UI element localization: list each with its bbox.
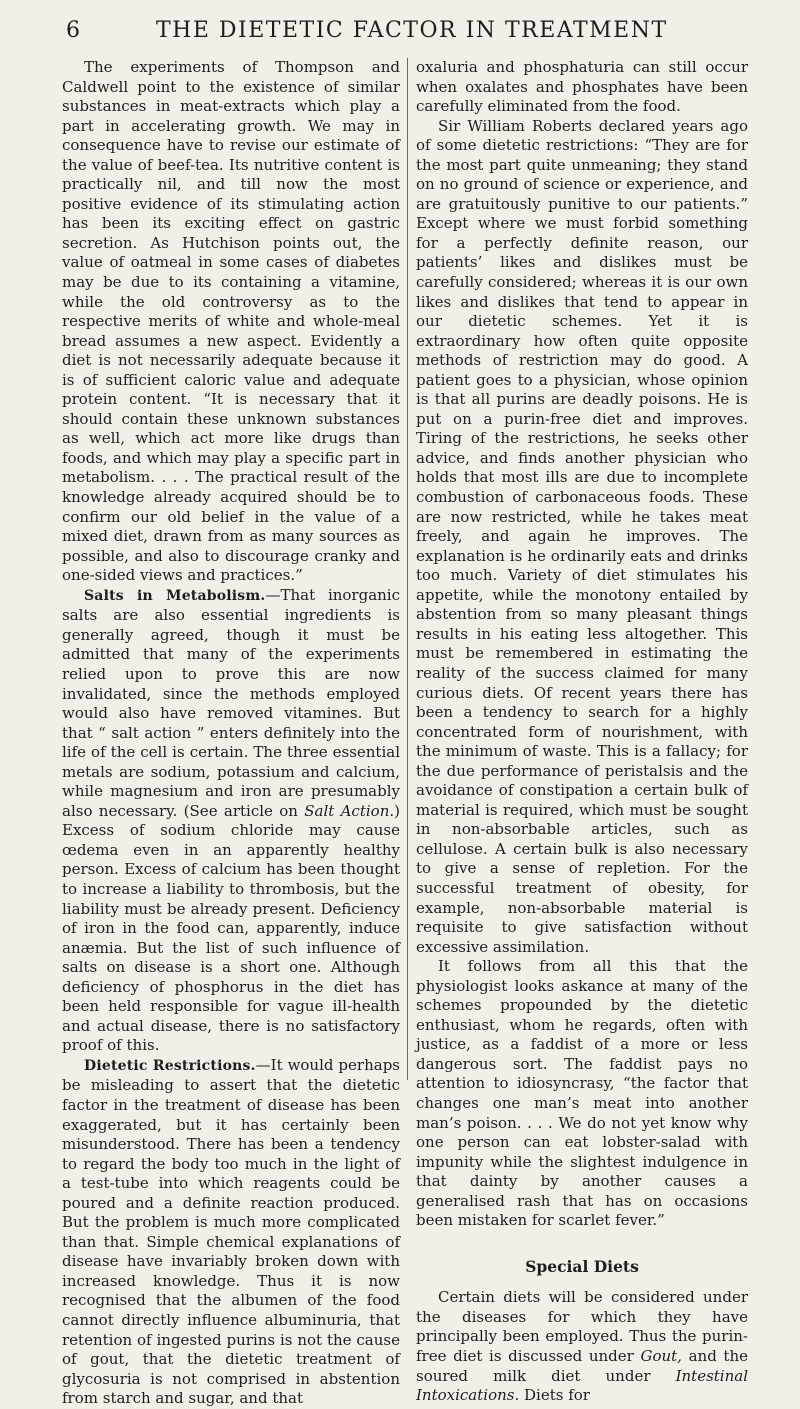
paragraph-salts-in-metabolism bbox=[62, 586, 400, 1056]
intestinal-ref: Intestinal Intoxications. bbox=[416, 1366, 748, 1405]
left-column bbox=[62, 58, 400, 1409]
certain-diets-a: Certain diets will be considered under the diseases for which they have principally been employed. Thus the purin-free diet is discussed under bbox=[416, 1288, 748, 1365]
runin-heading-salts: Salts in Metabolism. bbox=[84, 587, 266, 604]
restrictions-text: —It would perhaps be misleading to assert that the dietetic factor in the treatment of disease has been exaggerated, but it has certainly been misunderstood. There has been a tendency to regard the body too much in the light of a test-tube into which reagents could be poured and a definite reaction produced. But the problem is much more complicated than that. Simple chemical explanations of disease have invariably broken down with increased knowledge. Thus it is now recognised that the albumen of the food cannot directly influence albuminuria, that retention of ingested purins is not the cause of gout, that the dietetic treatment of glycosuria is not comprised in abstention from starch and sugar, and that bbox=[62, 1055, 400, 1408]
paragraph-oxaluria-continued: oxaluria and phosphaturia can still occur when oxalates and phosphates have been carefully eliminated from the food. bbox=[416, 58, 748, 116]
page-number: 6 bbox=[66, 18, 80, 43]
gout-ref: Gout, bbox=[640, 1347, 682, 1365]
runin-heading-restrictions: Dietetic Restrictions. bbox=[84, 1057, 256, 1074]
column-divider bbox=[407, 58, 408, 1080]
certain-diets-c: Diets for bbox=[519, 1386, 590, 1405]
section-heading-special-diets: Special Diets bbox=[525, 1256, 639, 1276]
paragraph-william-roberts: Sir William Roberts declared years ago of some dietetic restrictions: “They are for the most part quite unmeaning; they stand on no ground of science or experience, and are gratuitously punitive to our patients.” Except where we must forbid something for a perfectly definite reason, our patients’ likes and dislikes must be carefully considered; whereas it is our own likes and dislikes that tend to appear in our dietetic schemes. Yet it is extraordinary how often quite opposite methods of restriction may do good. A patient goes to a physician, whose opinion is that all purins are deadly poisons. He is put on a purin-free diet and improves. Tiring of the restrictions, he seeks other advice, and finds another physician who holds that most ills are due to incomplete combustion of carbonaceous foods. These are now restricted, while he takes meat freely, and again he improves. The explanation is he ordinarily eats and drinks too much. Variety of diet stimulates his appetite, while the monotony entailed by abstention from so many pleasant things results in his eating less altogether. This must be remembered in estimating the reality of the success claimed for many curious diets. Of recent years there has been a tendency to search for a highly concentrated form of nourishment, with the minimum of waste. This is a fallacy; for the due performance of peristalsis and the avoidance of constipation a certain bulk of material is required, which must be sought in non-absorbable articles, such as cellulose. A certain bulk is also necessary to give a sense of repletion. For the successful treatment of obesity, for example, non-absorbable material is requisite to give satisfaction without excessive assimilation. bbox=[416, 116, 748, 956]
paragraph-certain-diets bbox=[416, 1288, 748, 1405]
page-header bbox=[66, 18, 766, 48]
salts-text-b: ) Excess of sodium chloride may cause œdema even in an apparently healthy person. Excess of calcium has been thought to increase a liability to thrombosis, but the liability must be already present. Deficiency of iron in the food can, apparently, induce anæmia. But the list of such influence of salts on disease is a short one. Although deficiency of phosphorus in the diet has been held responsible for vague ill-health and actual disease, there is no satisfactory proof of this. bbox=[62, 801, 400, 1055]
certain-diets-b: and the soured milk diet under bbox=[416, 1347, 748, 1385]
paragraph-physiologist: It follows from all this that the physiologist looks askance at many of the schemes propounded by the dietetic enthusiast, whom he regards, often with justice, as a faddist of a more or less dangerous sort. The faddist pays no attention to idiosyncrasy, “the factor that changes one man’s meat into another man’s poison. . . . We do not yet know why one person can eat lobster-salad with impunity while the slightest indulgence in that dainty by another causes a generalised rash that has on occasions been mistaken for scarlet fever.” bbox=[416, 957, 748, 1230]
salt-action-ref: Salt Action. bbox=[304, 801, 395, 820]
right-column bbox=[416, 58, 748, 1406]
paragraph-dietetic-restrictions bbox=[62, 1056, 400, 1409]
salts-text-a: —That inorganic salts are also essential ingredients is generally agreed, though it must be admitted that many of the experiments relied upon to prove this are now invalidated, since the methods employed would also have removed vitamines. But that “ salt action ” enters definitely into the life of the cell is certain. The three essential metals are sodium, potassium and calcium, while magnesium and iron are presumably also necessary. (See article on bbox=[62, 585, 401, 820]
paragraph-thompson-caldwell: The experiments of Thompson and Caldwell point to the existence of similar substances in meat-extracts which play a part in accelerating growth. We may in consequence have to revise our estimate of the value of beef-tea. Its nutritive content is practically nil, and till now the most positive evidence of its stimulating action has been its exciting effect on gastric secretion. As Hutchison points out, the value of oatmeal in some cases of diabetes may be due to its containing a vitamine, while the old controversy as to the respective merits of white and whole-meal bread assumes a new aspect. Evidently a diet is not necessarily adequate because it is of sufficient caloric value and adequate protein content. “It is necessary that it should contain these unknown substances as well, which act more like drugs than foods, and which may play a specific part in metabolism. . . . The practical result of the knowledge already acquired should be to confirm our old belief in the value of a mixed diet, drawn from as many sources as possible, and also to discourage cranky and one-sided views and practices.” bbox=[62, 58, 400, 585]
running-head: THE DIETETIC FACTOR IN TREATMENT bbox=[156, 18, 668, 43]
